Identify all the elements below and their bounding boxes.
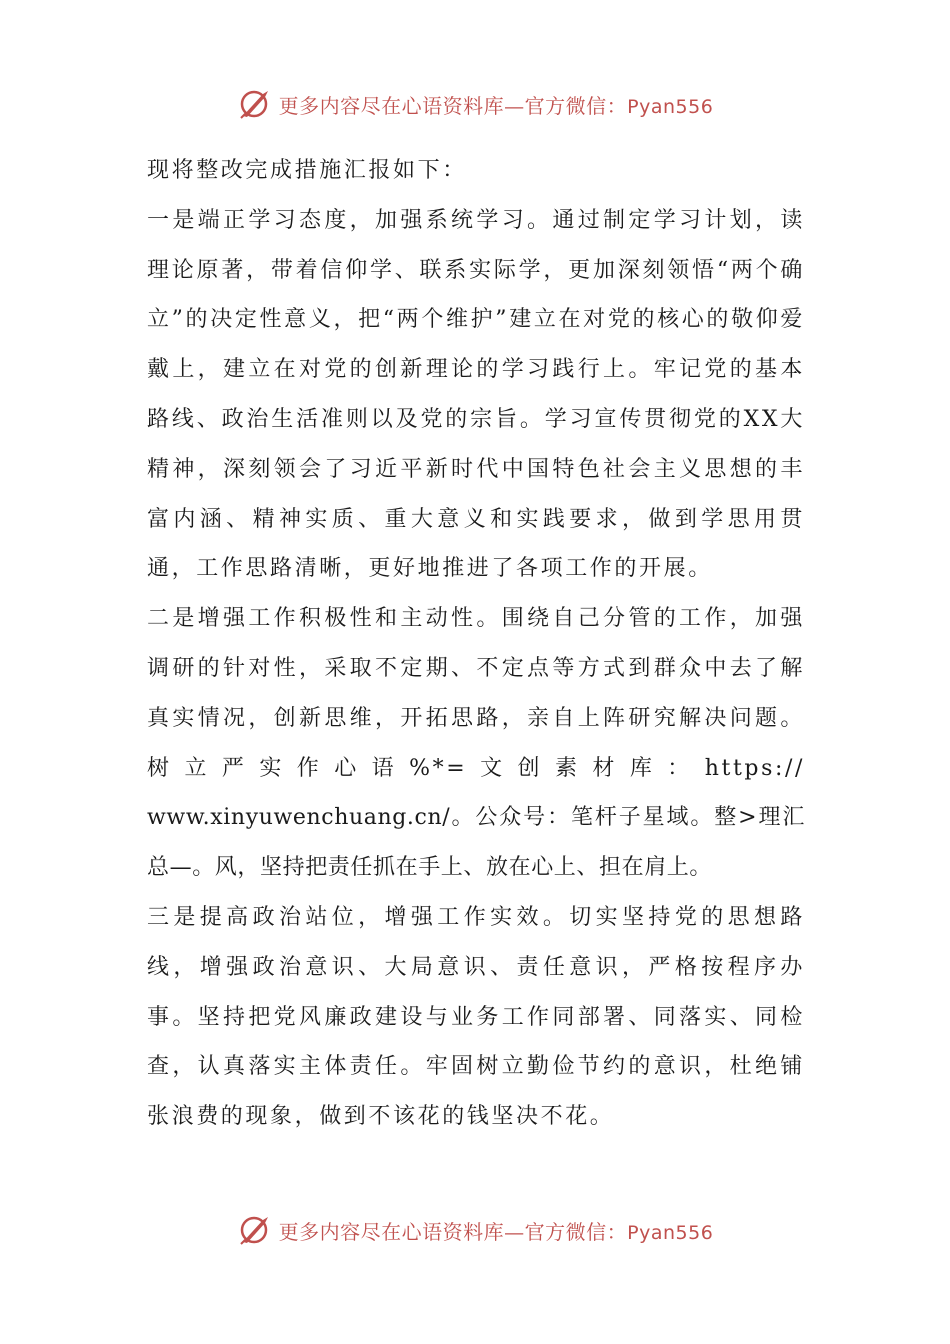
quill-pen-seal-icon <box>237 1212 273 1248</box>
footer-watermark-banner <box>0 1210 950 1250</box>
document-body <box>147 146 805 1142</box>
paragraph-political: 三是提高政治站位，增强工作实效。切实坚持党的思想路线，增强政治意识、大局意识、责任意识，严格按程序办事。坚持把党风廉政建设与业务工作同部署、同落实、同检查，认真落实主体责任。牢固树立勤俭节约的意识，杜绝铺张浪费的现象，做到不该花的钱坚决不花。 <box>147 904 805 1130</box>
quill-pen-seal-icon <box>237 86 273 122</box>
header-watermark-banner <box>0 84 950 124</box>
paragraph-initiative-continued: www.xinyuwenchuang.cn/。公众号：笔杆子星域。整>理汇总—。风，坚持把责任抓在手上、放在心上、担在肩上。 <box>147 805 805 881</box>
footer-watermark-text: 更多内容尽在心语资料库—官方微信：Pyan556 <box>278 1219 714 1244</box>
header-watermark-text: 更多内容尽在心语资料库—官方微信：Pyan556 <box>278 93 714 118</box>
paragraph-study: 一是端正学习态度，加强系统学习。通过制定学习计划，读理论原著，带着信仰学、联系实际学，更加深刻领悟“两个确立”的决定性意义，把“两个维护”建立在对党的核心的敬仰爱戴上，建立在对党的创新理论的学习践行上。牢记党的基本路线、政治生活准则以及党的宗旨。学习宣传贯彻党的XX大精神，深刻领会了习近平新时代中国特色社会主义思想的丰富内涵、精神实质、重大意义和实践要求，做到学思用贯通，工作思路清晰，更好地推进了各项工作的开展。 <box>147 207 805 582</box>
paragraph-initiative: 二是增强工作积极性和主动性。围绕自己分管的工作，加强调研的针对性，采取不定期、不定点等方式到群众中去了解真实情况，创新思维，开拓思路，亲自上阵研究解决问题。树立严实作心语%*=文创素材库：https:// <box>147 606 805 781</box>
intro-paragraph: 现将整改完成措施汇报如下： <box>147 158 467 183</box>
